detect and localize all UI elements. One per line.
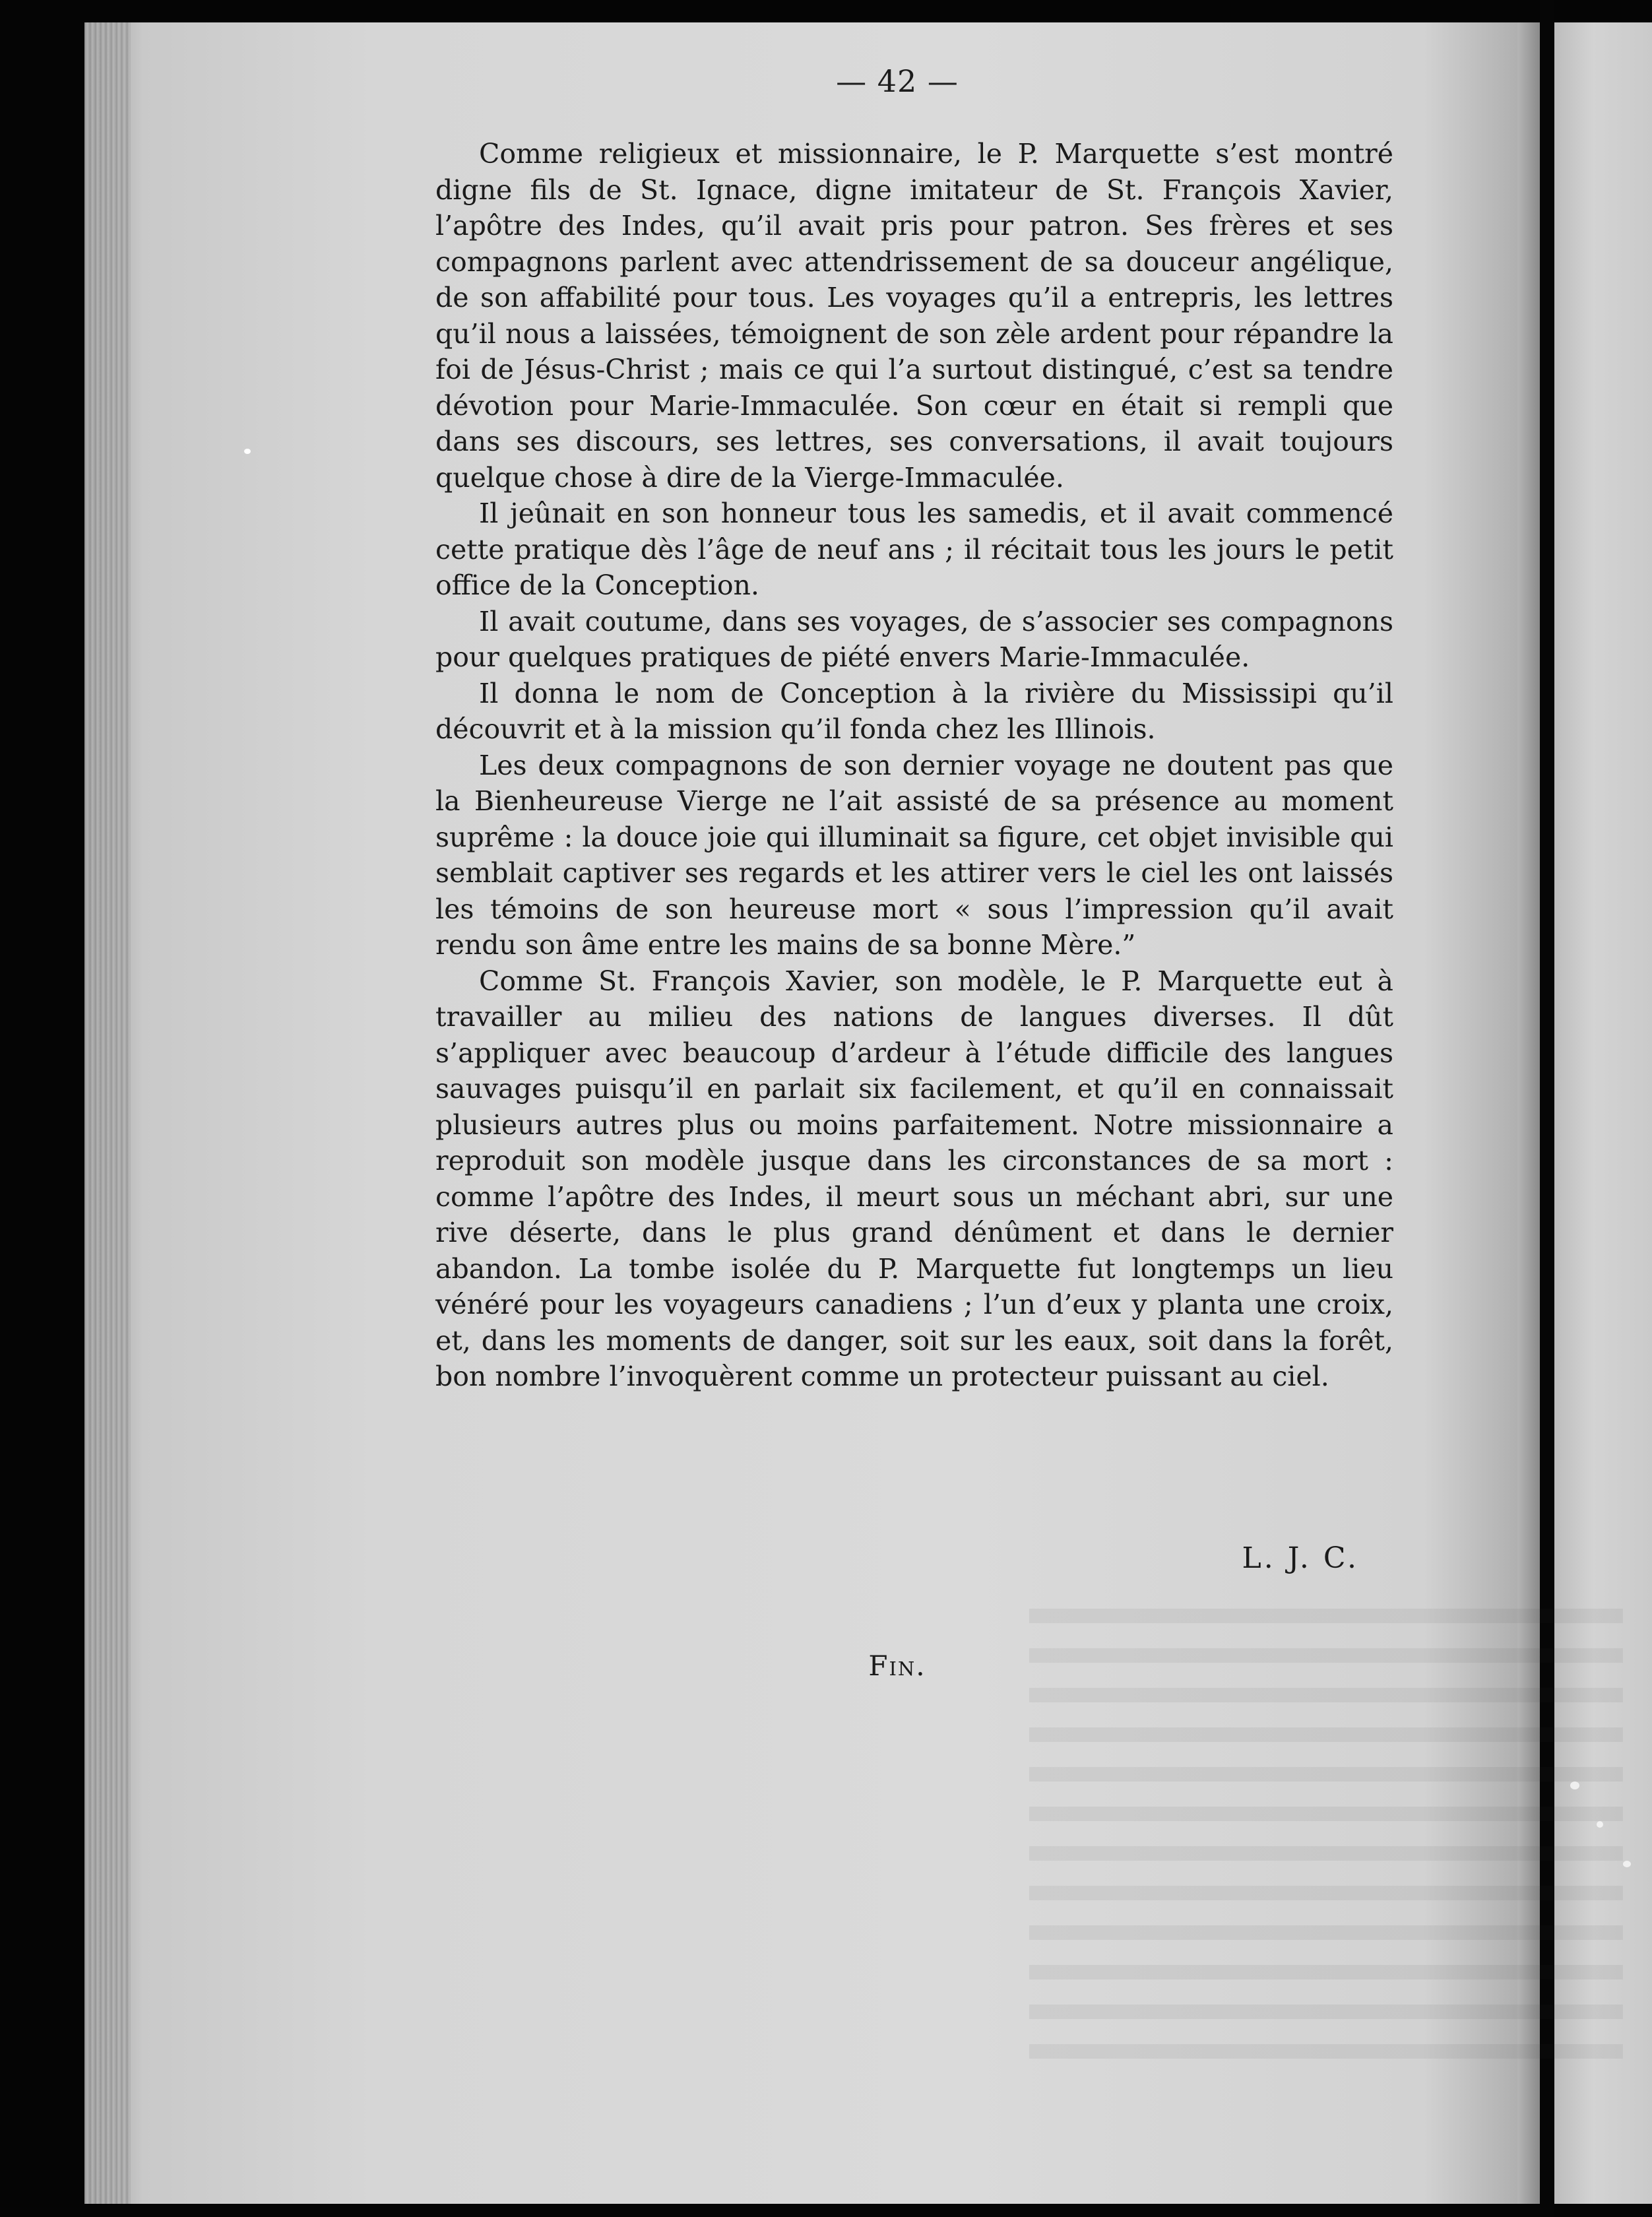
dust-speck <box>1597 1821 1603 1828</box>
paragraph-1: Comme religieux et missionnaire, le P. Marquette s’est montré digne fils de St. Ignace, digne imitateur de St. François Xavier, l’apôtre des Indes, qu’il avait pris pour patron. Ses frères et ses compagnons parlent avec attendrissement de sa douceur angélique, de son affabilité pour tous. Les voyages qu’il a entrepris, les lettres qu’il nous a laissées, témoignent de son zèle ardent pour répandre la foi de Jésus-Christ ; mais ce qui l’a surtout distingué, c’est sa tendre dévotion pour Marie-Immaculée. Son cœur en était si rempli que dans ses discours, ses lettres, ses conversations, il avait toujours quelque chose à dire de la Vierge-Immaculée. <box>435 138 1393 494</box>
paragraph-3: Il avait coutume, dans ses voyages, de s’associer ses compagnons pour quelques pratiques de piété envers Marie-Immaculée. <box>435 605 1393 673</box>
author-initials: L. J. C. <box>1242 1541 1359 1575</box>
dust-speck <box>1570 1782 1579 1789</box>
dust-speck <box>244 449 251 454</box>
page-stack-edge <box>84 22 131 2204</box>
paragraph-5: Les deux compagnons de son dernier voyage ne doutent pas que la Bienheureuse Vierge ne l’ait assisté de sa présence au moment suprême : la douce joie qui illuminait sa figure, cet objet invisible qui semblait captiver ses regards et les attirer vers le ciel les ont laissés les témoins de son heureuse mort « sous l’impression qu’il avait rendu son âme entre les mains de sa bonne Mère.” <box>435 749 1393 961</box>
paragraph-4: Il donna le nom de Conception à la rivière du Mississipi qu’il découvrit et à la mission qu’il fonda chez les Illinois. <box>435 677 1393 745</box>
paragraph-6: Comme St. François Xavier, son modèle, le P. Marquette eut à travailler au milieu des nations de langues diverses. Il dût s’appliquer avec beaucoup d’ardeur à l’étude difficile des langues sauvages puisqu’il en parlait six facilement, et qu’il en connaissait plusieurs autres plus ou moins parfaitement. Notre missionnaire a reproduit son modèle jusque dans les circonstances de sa mort : comme l’apôtre des Indes, il meurt sous un méchant abri, sur une rive déserte, dans le plus grand dénûment et dans le dernier abandon. La tombe isolée du P. Marquette fut longtemps un lieu vénéré pour les voyageurs canadiens ; l’un d’eux y planta une croix, et, dans les moments de danger, soit sur les eaux, soit dans la forêt, bon nombre l’invoquèrent comme un protecteur puissant au ciel. <box>435 965 1393 1392</box>
body-text <box>435 136 1393 1395</box>
dust-speck <box>1623 1861 1631 1867</box>
end-mark: Fin. <box>868 1650 926 1682</box>
page-number: — 42 — <box>836 63 959 99</box>
bleed-through-text <box>1029 1597 1623 2059</box>
paragraph-2: Il jeûnait en son honneur tous les samedis, et il avait commencé cette pratique dès l’âge de neuf ans ; il récitait tous les jours le petit office de la Conception. <box>435 498 1393 601</box>
